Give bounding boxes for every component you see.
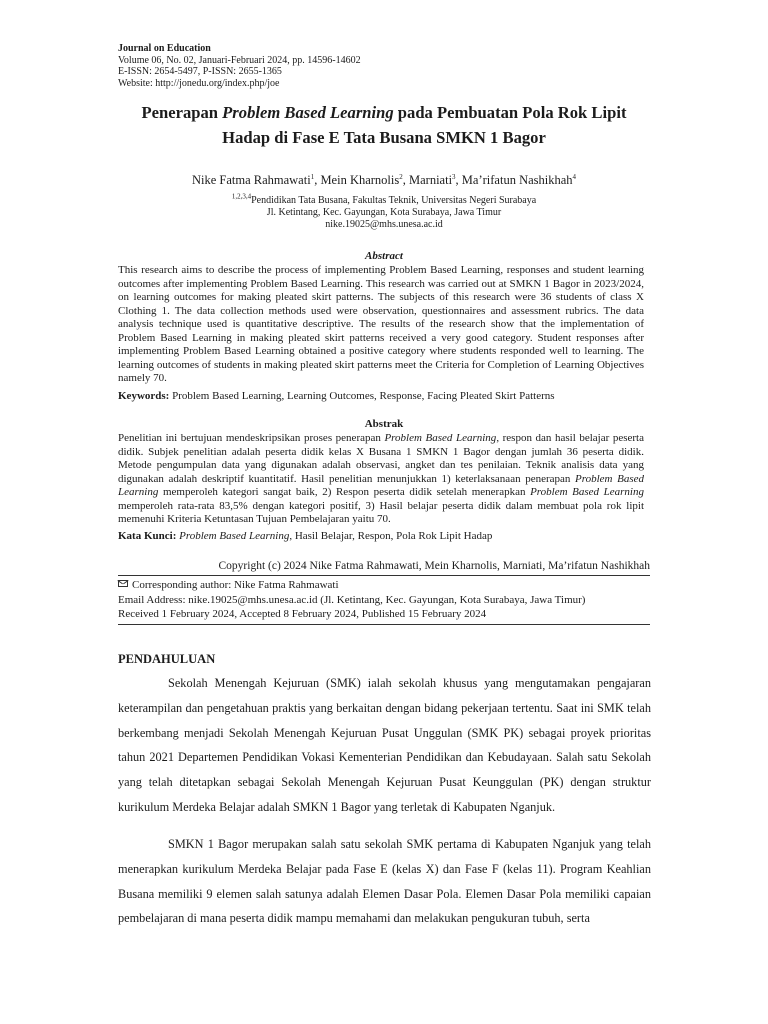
abstract-text: This research aims to describe the process of implementing Problem Based Learning, responses and student learning outcomes after implementing Problem Based Learning. This research was carried out at SMKN 1 Bagor in 2023/2024, on learning outcomes for making pleated skirt patterns. The subjects of this research were 36 students of class X Clothing 1. The data collection methods used were observation, questionnaires and assessment rubrics. The data analysis technique used is quantitative descriptive. The results of the research show that the implementation of Problem Based Learning in making pleated skirt patterns received a very good category. Student responses after implementing Problem Based Learning obtained a positive category where students responded well to learning. The learning outcomes of students in making pleated skirt patterns meet the Criteria for Completion of Learning Objectives namely 70.: [118, 264, 644, 384]
title-text: Penerapan: [141, 103, 223, 122]
title-italic-text: Problem Based Learning: [222, 103, 394, 122]
publication-dates: Received 1 February 2024, Accepted 8 February 2024, Published 15 February 2024: [118, 608, 487, 620]
title-line-2: Hadap di Fase E Tata Busana SMKN 1 Bagor: [222, 128, 546, 147]
journal-name: Journal on Education: [118, 43, 211, 54]
affiliation-address: Jl. Ketintang, Kec. Gayungan, Kota Surabaya, Jawa Timur: [266, 207, 502, 218]
corresponding-author: Corresponding author: Nike Fatma Rahmawati: [132, 579, 339, 591]
journal-volume: Volume 06, No. 02, Januari-Februari 2024, pp. 14596-14602: [118, 54, 361, 66]
title-text: pada Pembuatan Pola Rok Lipit: [393, 103, 627, 122]
journal-header: [118, 43, 361, 89]
kata-kunci: [118, 530, 650, 544]
affiliation-email: nike.19025@mhs.unesa.ac.id: [325, 219, 443, 230]
abstrak-text: Penelitian ini bertujuan mendeskripsikan proses penerapan Problem Based Learning, respon dan hasil belajar peserta didik. Subjek penelitian adalah peserta didik kelas X Busana 1 SMKN 1 Bagor dengan jumlah 36 peserta didik. Metode pengumpulan data yang digunakan adalah observasi, angket dan tes penilaian. Teknik analisis data yang digunakan adalah deskriptif kuantitatif. Hasil penelitian menunjukkan 1) keterlaksanaan penerapan Problem Based Learning memperoleh kategori sangat baik, 2) Respon peserta didik setelah menerapkan Problem Based Learning memperoleh rata-rata 83,5% dengan kategori positif, 3) Hasil belajar peserta didik dalam membuat pola rok lipit memenuhi Kriteria Ketuntasan Tujuan Pembelajaran yaitu 70.: [118, 432, 645, 525]
affiliation-sup: 1,2,3,4: [231, 192, 252, 201]
kata-kunci-label: Kata Kunci:: [118, 530, 177, 542]
author: Nike Fatma Rahmawati$^1$,: [191, 172, 321, 187]
divider: [118, 624, 650, 625]
abstrak-heading: Abstrak: [364, 418, 404, 430]
keywords-text: Problem Based Learning, Learning Outcomes, Response, Facing Pleated Skirt Patterns: [169, 390, 555, 402]
affiliation: [90, 192, 678, 231]
kata-kunci-text: , Hasil Belajar, Respon, Pola Rok Lipit Hadap: [289, 530, 493, 542]
kata-kunci-italic: Problem Based Learning: [176, 530, 290, 542]
author-list: [90, 173, 678, 188]
correspondence-block: [118, 578, 585, 622]
author: Ma’rifatun Nashikhah$^4$: [461, 172, 577, 187]
body-paragraph: SMKN 1 Bagor merupakan salah satu sekolah SMK pertama di Kabupaten Nganjuk yang telah menerapkan kurikulum Merdeka Belajar pada Fase E (kelas X) dan Fase F (kelas 11). Program Keahlian Busana memiliki 9 elemen salah satunya adalah Elemen Dasar Pola. Elemen Dasar Pola memiliki capaian pembelajaran di mana peserta didik mampu memahami dan melakukan pengukuran tubuh, serta: [118, 837, 651, 926]
affiliation-line: Pendidikan Tata Busana, Fakultas Teknik, Universitas Negeri Surabaya: [251, 195, 537, 206]
section-heading: PENDAHULUAN: [118, 652, 216, 666]
abstract-heading: Abstract: [365, 250, 403, 262]
author: Marniati$^3$,: [409, 172, 462, 187]
body-paragraph: Sekolah Menengah Kejuruan (SMK) ialah sekolah khusus yang mengutamakan pengajaran keterampilan dan pengetahuan praktis yang berkaitan dengan bidang pekerjaan tertentu. Saat ini SMK telah berkembang menjadi Sekolah Menengah Kejuruan Pusat Unggulan (SMK PK) sebagai proyek prioritas tahun 2021 Departemen Pendidikan Vokasi Kementerian Pendidikan dan Kebudayaan. Salah satu Sekolah yang telah ditetapkan sebagai Sekolah Menengah Kejuruan Pusat Keunggulan (PK) dengan struktur kurikulum Merdeka Belajar adalah SMKN 1 Bagor yang terletak di Kabupaten Nganjuk.: [118, 676, 651, 814]
mail-icon: [118, 580, 128, 587]
keywords: [118, 390, 650, 404]
divider: [118, 575, 650, 576]
journal-issn: E-ISSN: 2654-5497, P-ISSN: 2655-1365: [118, 66, 282, 78]
keywords-label: Keywords:: [118, 390, 170, 402]
author: Mein Kharnolis$^2$,: [320, 172, 409, 187]
journal-website: Website: http://jonedu.org/index.php/joe: [118, 77, 280, 89]
corresponding-email: Email Address: nike.19025@mhs.unesa.ac.id (Jl. Ketintang, Kec. Gayungan, Kota Surabaya, Jawa Timur): [118, 593, 586, 606]
copyright-notice: Copyright (c) 2024 Nike Fatma Rahmawati, Mein Kharnolis, Marniati, Ma’rifatun Nashikhah: [218, 560, 650, 572]
paper-title: [90, 100, 678, 150]
